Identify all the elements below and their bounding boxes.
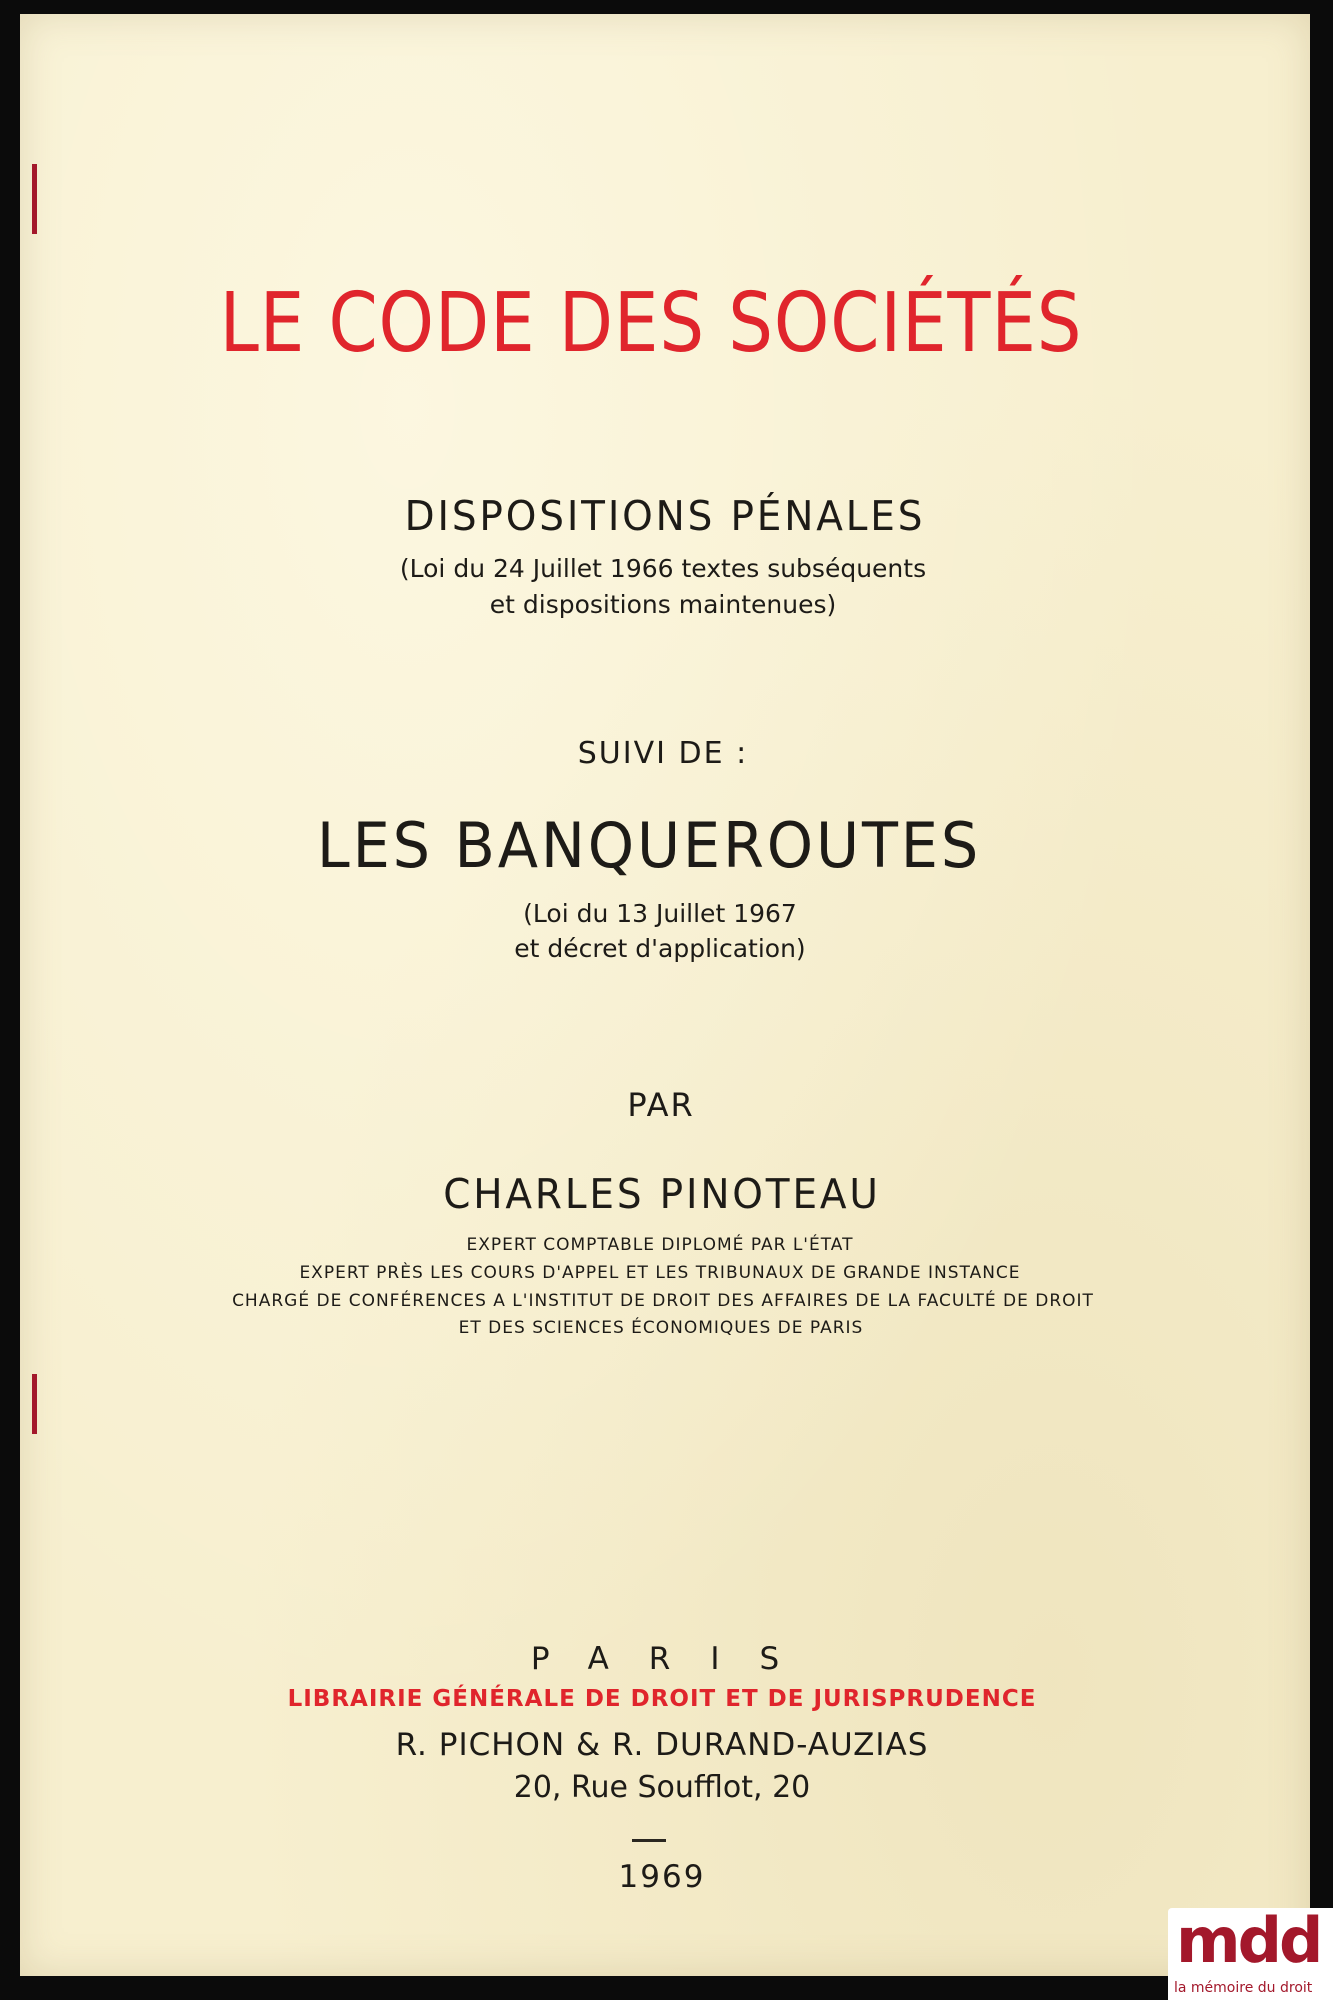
section-note-line: et dispositions maintenues) bbox=[489, 590, 837, 619]
section-note-line: et décret d'application) bbox=[514, 934, 806, 963]
section-heading-banqueroutes: LES BANQUEROUTES bbox=[316, 809, 982, 882]
suivi-de-label: SUIVI DE : bbox=[577, 736, 749, 771]
book-cover bbox=[20, 14, 1310, 1976]
imprint-divider bbox=[632, 1839, 666, 1842]
author-name: CHARLES PINOTEAU bbox=[443, 1170, 881, 1218]
watermark-tagline: la mémoire du droit bbox=[1174, 1980, 1313, 1996]
watermark-logo bbox=[1168, 1904, 1333, 2000]
par-label: PAR bbox=[627, 1086, 695, 1124]
spine-binding-mark bbox=[32, 1374, 37, 1434]
author-credential: CHARGÉ DE CONFÉRENCES A L'INSTITUT DE DROIT DES AFFAIRES DE LA FACULTÉ DE DROIT bbox=[232, 1291, 1094, 1311]
imprint-address: 20, Rue Soufflot, 20 bbox=[513, 1770, 811, 1805]
author-credential: EXPERT PRÈS LES COURS D'APPEL ET LES TRIBUNAUX DE GRANDE INSTANCE bbox=[299, 1263, 1021, 1283]
author-credential: ET DES SCIENCES ÉCONOMIQUES DE PARIS bbox=[458, 1318, 864, 1338]
section-note-line: (Loi du 24 Juillet 1966 textes subséquents bbox=[399, 554, 927, 583]
section-heading-penal: DISPOSITIONS PÉNALES bbox=[404, 492, 926, 540]
author-credential: EXPERT COMPTABLE DIPLOMÉ PAR L'ÉTAT bbox=[466, 1235, 854, 1255]
spine-binding-mark bbox=[32, 164, 37, 234]
section-note-line: (Loi du 13 Juillet 1967 bbox=[523, 899, 797, 928]
imprint-city: PARIS bbox=[530, 1641, 820, 1677]
mdd-logo-icon: mdd bbox=[1176, 1904, 1321, 1977]
imprint-publisher-names: R. PICHON & R. DURAND-AUZIAS bbox=[395, 1727, 929, 1763]
imprint-publisher: LIBRAIRIE GÉNÉRALE DE DROIT ET DE JURISPRUDENCE bbox=[287, 1686, 1037, 1712]
book-title: LE CODE DES SOCIÉTÉS bbox=[219, 276, 1083, 371]
imprint-year: 1969 bbox=[618, 1859, 706, 1895]
